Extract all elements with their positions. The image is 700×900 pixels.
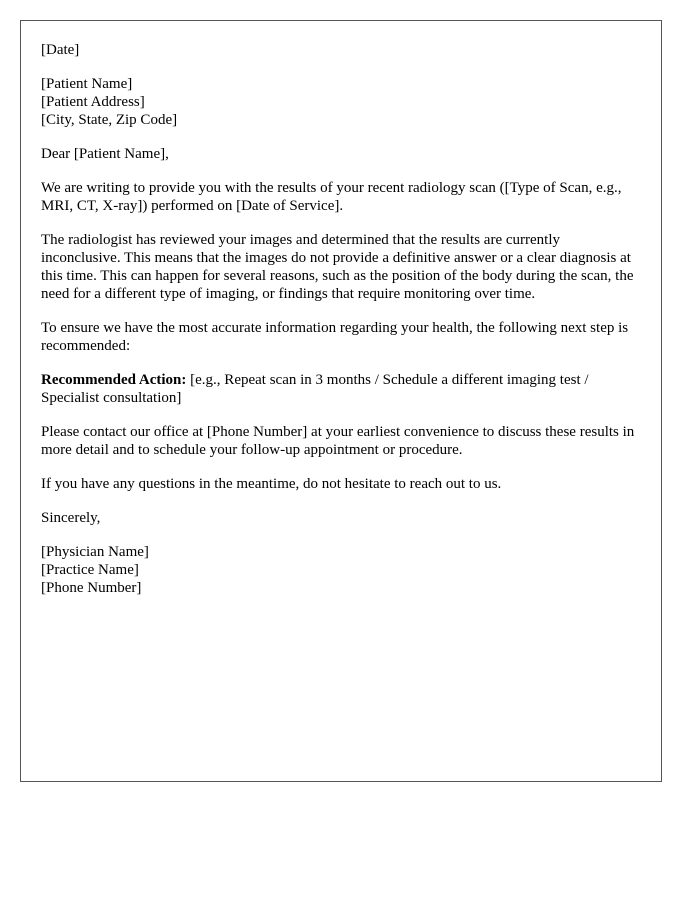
- closing-text: Sincerely,: [41, 510, 101, 526]
- signature-practice: [Practice Name]: [41, 562, 139, 578]
- letter-page: [20, 20, 662, 782]
- signature-physician: [Physician Name]: [41, 544, 149, 560]
- salutation-text: Dear [Patient Name],: [41, 146, 169, 162]
- recipient-block: [41, 75, 641, 129]
- paragraph-contact: Please contact our office at [Phone Number] at your earliest convenience to discuss these results in more detail and to schedule your follow-up appointment or procedure.: [41, 424, 635, 458]
- recipient-name: [Patient Name]: [41, 76, 133, 92]
- paragraph-questions: If you have any questions in the meantime, do not hesitate to reach out to us.: [41, 476, 502, 492]
- paragraph-intro: We are writing to provide you with the results of your recent radiology scan ([Type of Scan, e.g., MRI, CT, X-ray]) performed on [Date of Service].: [41, 180, 622, 214]
- recommended-action-text: [e.g., Repeat scan in 3 months / Schedule a different imaging test / Specialist consultation]: [41, 372, 589, 406]
- recipient-address: [Patient Address]: [41, 94, 145, 110]
- paragraph-findings: The radiologist has reviewed your images and determined that the results are currently inconclusive. This means that the images do not provide a definitive answer or a clear diagnosis at this time. This can happen for several reasons, such as the position of the body during the scan, the need for a different type of imaging, or findings that require monitoring over time.: [41, 232, 634, 302]
- paragraph-next-step: To ensure we have the most accurate information regarding your health, the following next step is recommended:: [41, 320, 629, 354]
- recipient-city-state-zip: [City, State, Zip Code]: [41, 112, 178, 128]
- salutation: [41, 145, 641, 163]
- recommended-action-label: Recommended Action:: [41, 372, 187, 388]
- signature-phone: [Phone Number]: [41, 580, 142, 596]
- paragraph-recommended-action: [41, 371, 641, 407]
- signature-block: [41, 543, 641, 597]
- date-text: [Date]: [41, 42, 80, 58]
- closing: [41, 509, 641, 527]
- letter-date: [41, 41, 641, 59]
